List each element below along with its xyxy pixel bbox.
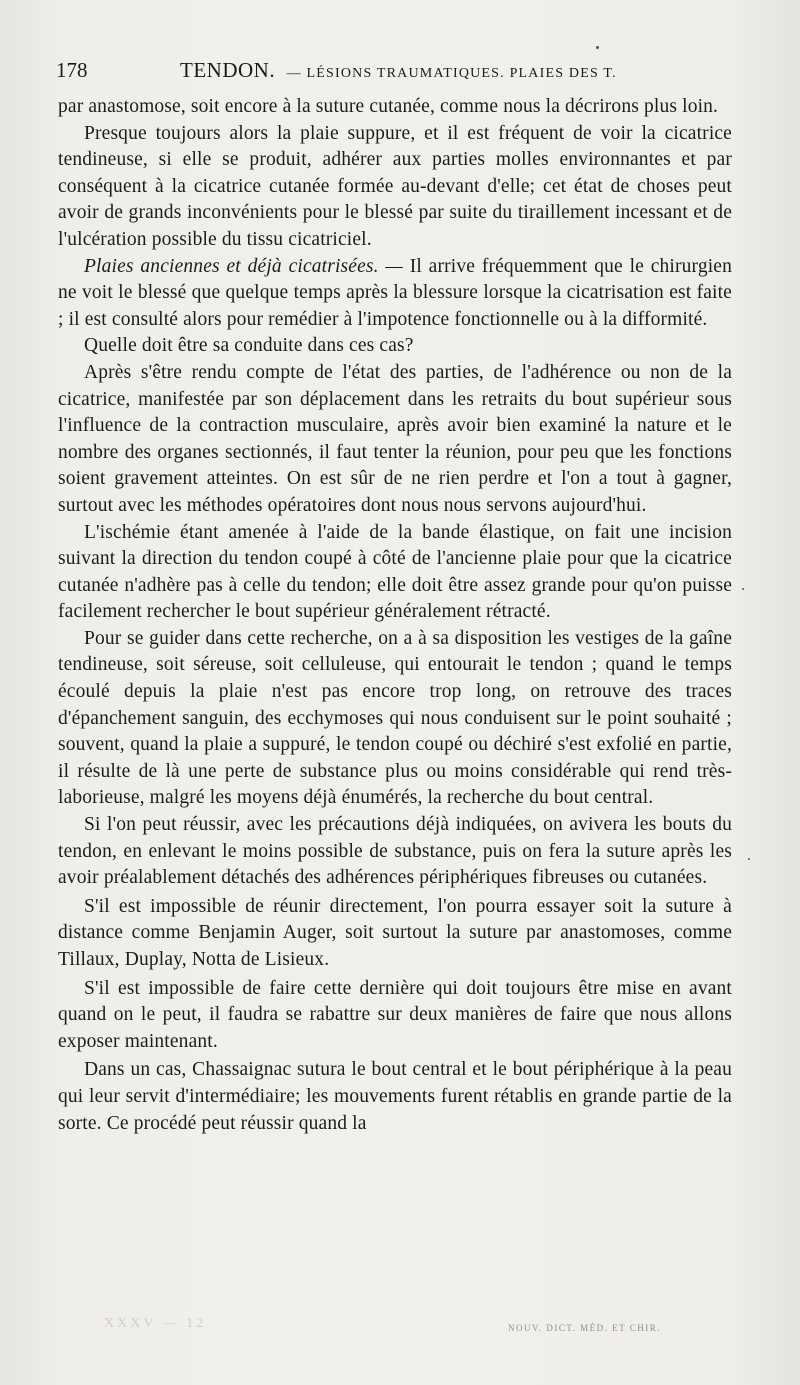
- paper-speck: [742, 588, 744, 590]
- paragraph: S'il est impossible de réunir directement, l'on pourra essayer soit la suture à distance comme Benjamin Auger, soit surtout la suture par anastomoses, comme Tillaux, Duplay, Notta de Lisieux.: [58, 895, 732, 970]
- page-number: 178: [56, 58, 88, 82]
- paragraph: Dans un cas, Chassaignac sutura le bout central et le bout périphérique à la peau qui leur servit d'intermédiaire; les mouvements furent rétablis en grande partie de la sorte. Ce procédé peut réussir quand la: [58, 1059, 732, 1134]
- paragraph-old-wounds: [58, 254, 732, 334]
- bleed-through-text: XXXV — 12: [104, 1316, 207, 1331]
- paper-speck: [748, 858, 750, 860]
- running-title-main: TENDON.: [180, 58, 276, 82]
- signature-mark: NOUV. DICT. MÉD. ET CHIR.: [508, 1323, 662, 1333]
- paragraph: Presque toujours alors la plaie suppure, et il est fréquent de voir la cicatrice tendineuse, si elle se produit, adhérer aux parties molles environnantes et par conséquent à la cicatrice cutanée formée au-devant d'elle; cet état de choses peut avoir de grands inconvénients pour le blessé par suite du tiraillement incessant et de l'ulcération possible du tissu cicatriciel.: [58, 122, 732, 250]
- paragraph: Si l'on peut réussir, avec les précautions déjà indiquées, on avivera les bouts du tendon, en enlevant le moins possible de substance, puis on fera la suture après les avoir préalablement détachés des adhérences périphériques fibreuses ou cutanées.: [58, 814, 732, 889]
- running-header: [56, 58, 736, 86]
- paragraph-text: Il arrive fréquemment que le chirurgien ne voit le blessé que quelque temps après la blessure lorsque la cicatrisation est faite ; il est consulté alors pour remédier à l'impotence fonctionnelle ou à la difformité.: [58, 255, 732, 330]
- paragraph: S'il est impossible de faire cette dernière qui doit toujours être mise en avant quand on le peut, il faudra se rabattre sur deux manières de faire que nous allons exposer maintenant.: [58, 977, 732, 1052]
- running-title: [180, 58, 617, 83]
- paper-speck: [596, 46, 599, 49]
- section-lead-italic: Plaies anciennes et déjà cicatrisées. —: [84, 255, 403, 277]
- paragraph-continuation: par anastomose, soit encore à la suture cutanée, comme nous la décrirons plus loin.: [58, 96, 719, 117]
- body-text: [58, 94, 732, 1137]
- running-title-sub: — LÉSIONS TRAUMATIQUES. PLAIES DES T.: [286, 66, 617, 81]
- paragraph: L'ischémie étant amenée à l'aide de la bande élastique, on fait une incision suivant la direction du tendon coupé à côté de l'ancienne plaie pour que la cicatrice cutanée n'adhère pas à celle du tendon; elle doit être assez grande pour qu'on puisse facilement rechercher le bout supérieur généralement rétracté.: [58, 521, 732, 623]
- paragraph: Après s'être rendu compte de l'état des parties, de l'adhérence ou non de la cicatrice, manifestée par son déplacement dans les retraits du bout supérieur sous l'influence de la contraction musculaire, après avoir bien examiné la nature et le nombre des organes sectionnés, il faut tenter la réunion, pour peu que les fonctions soient gravement atteintes. On est sûr de ne rien perdre et l'on a tout à gagner, surtout avec les méthodes opératoires dont nous nous servons aujourd'hui.: [58, 361, 732, 516]
- paragraph: Pour se guider dans cette recherche, on a à sa disposition les vestiges de la gaîne tendineuse, soit séreuse, soit celluleuse, qui entourait le tendon ; quand le temps écoulé depuis la plaie n'est pas encore trop long, on retrouve des traces d'épanchement sanguin, des ecchymoses qui nous conduisent sur le point souhaité ; souvent, quand la plaie a suppuré, le tendon coupé ou déchiré s'est exfolié en partie, il résulte de là une perte de substance plus ou moins considérable qui rend très-laborieuse, malgré les moyens déjà énumérés, la recherche du bout central.: [58, 627, 732, 809]
- paragraph-question: Quelle doit être sa conduite dans ces cas?: [84, 335, 414, 357]
